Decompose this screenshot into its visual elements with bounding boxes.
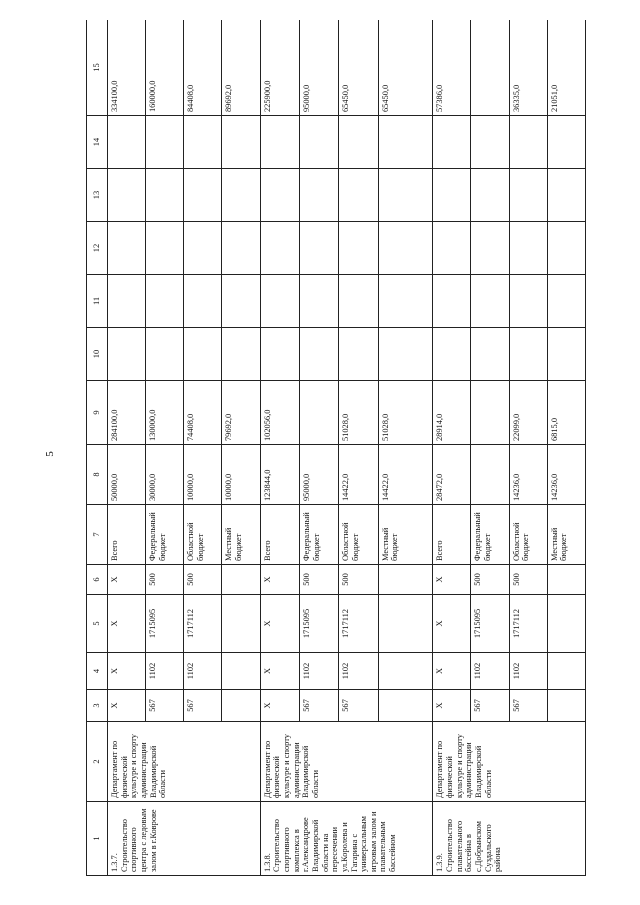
- executor-cell: Департамент по физической культуре и спорту администрации Владимирской области: [260, 722, 433, 802]
- code-cell: X: [433, 595, 471, 653]
- source-cell: Областной бюджет: [339, 505, 378, 565]
- amount-cell: [184, 275, 222, 328]
- amount-cell: [146, 169, 184, 222]
- amount-cell: [222, 328, 260, 381]
- amount-cell: 21051,0: [547, 20, 585, 116]
- code-cell: 1102: [299, 653, 338, 690]
- code-cell: 567: [184, 690, 222, 722]
- amount-cell: [339, 116, 378, 169]
- code-cell: [547, 653, 585, 690]
- amount-cell: 74408,0: [184, 381, 222, 445]
- amount-cell: 65450,0: [378, 20, 433, 116]
- source-cell: Федеральный бюджет: [299, 505, 338, 565]
- budget-table: [86, 20, 586, 876]
- amount-cell: [339, 222, 378, 275]
- table-row: [260, 20, 299, 876]
- amount-cell: [471, 275, 509, 328]
- amount-cell: 22099,0: [509, 381, 547, 445]
- amount-cell: 14422,0: [339, 445, 378, 505]
- amount-cell: 284100,0: [107, 381, 145, 445]
- amount-cell: [146, 275, 184, 328]
- code-cell: 567: [339, 690, 378, 722]
- amount-cell: 95000,0: [299, 20, 338, 116]
- code-cell: 1715095: [299, 595, 338, 653]
- amount-cell: [299, 116, 338, 169]
- amount-cell: [433, 328, 471, 381]
- amount-cell: [107, 328, 145, 381]
- source-cell: Всего: [433, 505, 471, 565]
- header-cell: 2: [87, 722, 108, 802]
- amount-cell: 225900,0: [260, 20, 299, 116]
- code-cell: 500: [471, 565, 509, 595]
- table-row: [433, 20, 471, 876]
- amount-cell: [547, 169, 585, 222]
- amount-cell: 28914,0: [433, 381, 471, 445]
- amount-cell: [471, 328, 509, 381]
- amount-cell: 89692,0: [222, 20, 260, 116]
- amount-cell: [509, 169, 547, 222]
- source-cell: Всего: [107, 505, 145, 565]
- amount-cell: 95000,0: [299, 445, 338, 505]
- header-cell: 3: [87, 690, 108, 722]
- amount-cell: 51028,0: [339, 381, 378, 445]
- code-cell: [222, 595, 260, 653]
- code-cell: [378, 690, 433, 722]
- source-cell: Местный бюджет: [547, 505, 585, 565]
- amount-cell: [433, 116, 471, 169]
- rotated-table-frame: [86, 20, 586, 876]
- source-cell: Федеральный бюджет: [471, 505, 509, 565]
- amount-cell: [222, 116, 260, 169]
- amount-cell: [547, 222, 585, 275]
- code-cell: X: [260, 653, 299, 690]
- amount-cell: [299, 381, 338, 445]
- amount-cell: 14236,0: [547, 445, 585, 505]
- code-cell: X: [260, 690, 299, 722]
- amount-cell: [107, 116, 145, 169]
- amount-cell: 36335,0: [509, 20, 547, 116]
- amount-cell: [433, 169, 471, 222]
- amount-cell: [509, 116, 547, 169]
- code-cell: X: [107, 653, 145, 690]
- amount-cell: 10000,0: [184, 445, 222, 505]
- code-cell: 567: [509, 690, 547, 722]
- source-cell: Областной бюджет: [184, 505, 222, 565]
- amount-cell: 84408,0: [184, 20, 222, 116]
- header-cell: 7: [87, 505, 108, 565]
- amount-cell: 6815,0: [547, 381, 585, 445]
- amount-cell: 160000,0: [146, 20, 184, 116]
- code-cell: [547, 690, 585, 722]
- amount-cell: [146, 328, 184, 381]
- code-cell: [222, 653, 260, 690]
- measure-name-cell: 1.3.9. Строительство плавательного бассейна в с.Добрынском Суздальского района: [433, 802, 586, 876]
- amount-cell: 130000,0: [146, 381, 184, 445]
- amount-cell: [433, 222, 471, 275]
- table-row: [107, 20, 145, 876]
- amount-cell: [547, 328, 585, 381]
- code-cell: 1715095: [146, 595, 184, 653]
- executor-cell: Департамент по физической культуре и спорту администрации Владимирской области: [433, 722, 586, 802]
- header-row: [87, 20, 108, 876]
- code-cell: X: [107, 565, 145, 595]
- amount-cell: [146, 116, 184, 169]
- amount-cell: 79692,0: [222, 381, 260, 445]
- code-cell: X: [433, 565, 471, 595]
- code-cell: 1715095: [471, 595, 509, 653]
- code-cell: X: [260, 595, 299, 653]
- source-cell: Местный бюджет: [378, 505, 433, 565]
- amount-cell: [378, 116, 433, 169]
- code-cell: [547, 565, 585, 595]
- code-cell: 567: [471, 690, 509, 722]
- page-number: 5: [44, 451, 56, 457]
- amount-cell: [222, 169, 260, 222]
- header-cell: 1: [87, 802, 108, 876]
- amount-cell: [509, 222, 547, 275]
- amount-cell: [509, 275, 547, 328]
- source-cell: Областной бюджет: [509, 505, 547, 565]
- amount-cell: [471, 169, 509, 222]
- amount-cell: [184, 169, 222, 222]
- amount-cell: [471, 116, 509, 169]
- code-cell: 500: [184, 565, 222, 595]
- code-cell: X: [260, 565, 299, 595]
- header-cell: 14: [87, 116, 108, 169]
- amount-cell: [260, 275, 299, 328]
- source-cell: Всего: [260, 505, 299, 565]
- code-cell: [378, 653, 433, 690]
- amount-cell: [299, 169, 338, 222]
- header-cell: 11: [87, 275, 108, 328]
- amount-cell: [299, 275, 338, 328]
- amount-cell: [339, 169, 378, 222]
- code-cell: 500: [299, 565, 338, 595]
- amount-cell: [433, 275, 471, 328]
- header-cell: 6: [87, 565, 108, 595]
- code-cell: 1717112: [509, 595, 547, 653]
- amount-cell: 334100,0: [107, 20, 145, 116]
- amount-cell: 57386,0: [433, 20, 471, 116]
- header-cell: 4: [87, 653, 108, 690]
- header-cell: 12: [87, 222, 108, 275]
- code-cell: 1717112: [339, 595, 378, 653]
- amount-cell: [299, 328, 338, 381]
- amount-cell: [260, 328, 299, 381]
- amount-cell: [107, 169, 145, 222]
- source-cell: Местный бюджет: [222, 505, 260, 565]
- code-cell: [378, 565, 433, 595]
- amount-cell: [146, 222, 184, 275]
- amount-cell: [471, 445, 509, 505]
- executor-cell: Департамент по физической культуре и спорту администрации Владимирской области: [107, 722, 260, 802]
- amount-cell: [184, 328, 222, 381]
- amount-cell: [547, 275, 585, 328]
- amount-cell: [222, 275, 260, 328]
- measure-name-cell: 1.3.7. Строительство спортивного центра с ледовым залом в г.Коврове: [107, 802, 260, 876]
- amount-cell: 65450,0: [339, 20, 378, 116]
- code-cell: 567: [299, 690, 338, 722]
- amount-cell: [222, 222, 260, 275]
- header-cell: 10: [87, 328, 108, 381]
- code-cell: [222, 690, 260, 722]
- code-cell: 1717112: [184, 595, 222, 653]
- amount-cell: [509, 328, 547, 381]
- amount-cell: [471, 222, 509, 275]
- amount-cell: [378, 275, 433, 328]
- code-cell: 1102: [509, 653, 547, 690]
- amount-cell: [378, 328, 433, 381]
- code-cell: X: [433, 690, 471, 722]
- amount-cell: [339, 275, 378, 328]
- amount-cell: 28472,0: [433, 445, 471, 505]
- code-cell: 1102: [184, 653, 222, 690]
- code-cell: 1102: [146, 653, 184, 690]
- code-cell: 1102: [471, 653, 509, 690]
- amount-cell: 30000,0: [146, 445, 184, 505]
- code-cell: [222, 565, 260, 595]
- header-cell: 9: [87, 381, 108, 445]
- header-cell: 5: [87, 595, 108, 653]
- amount-cell: [260, 169, 299, 222]
- code-cell: 500: [146, 565, 184, 595]
- amount-cell: [107, 222, 145, 275]
- code-cell: [378, 595, 433, 653]
- amount-cell: [471, 20, 509, 116]
- amount-cell: [260, 116, 299, 169]
- amount-cell: [184, 222, 222, 275]
- amount-cell: [339, 328, 378, 381]
- amount-cell: 51028,0: [378, 381, 433, 445]
- amount-cell: 50000,0: [107, 445, 145, 505]
- header-cell: 13: [87, 169, 108, 222]
- code-cell: X: [433, 653, 471, 690]
- header-cell: 15: [87, 20, 108, 116]
- measure-name-cell: 1.3.8. Строительство спортивного комплекса в г.Александрове Владимирской области на пересечении ул.Королева и Гагарина с универсальным игровым залом и плавательным бассейном: [260, 802, 433, 876]
- amount-cell: [471, 381, 509, 445]
- amount-cell: [260, 222, 299, 275]
- code-cell: X: [107, 595, 145, 653]
- code-cell: 567: [146, 690, 184, 722]
- amount-cell: [184, 116, 222, 169]
- amount-cell: [378, 222, 433, 275]
- header-cell: 8: [87, 445, 108, 505]
- amount-cell: 10000,0: [222, 445, 260, 505]
- source-cell: Федеральный бюджет: [146, 505, 184, 565]
- code-cell: 500: [339, 565, 378, 595]
- amount-cell: [547, 116, 585, 169]
- amount-cell: 123844,0: [260, 445, 299, 505]
- code-cell: 1102: [339, 653, 378, 690]
- amount-cell: 14236,0: [509, 445, 547, 505]
- amount-cell: 14422,0: [378, 445, 433, 505]
- amount-cell: [378, 169, 433, 222]
- amount-cell: [299, 222, 338, 275]
- amount-cell: [107, 275, 145, 328]
- amount-cell: 102056,0: [260, 381, 299, 445]
- code-cell: X: [107, 690, 145, 722]
- code-cell: 500: [509, 565, 547, 595]
- code-cell: [547, 595, 585, 653]
